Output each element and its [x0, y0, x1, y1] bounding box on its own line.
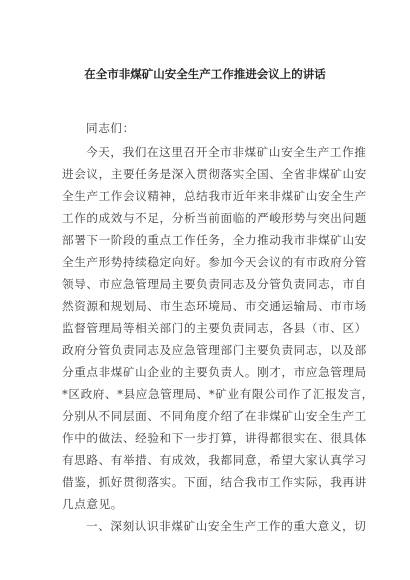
paragraph-line: 分重点非煤矿山企业的主要负责人。刚才，市应急管理局 — [62, 365, 367, 379]
paragraph-line: 然资源和规划局、市生态环境局、市交通运输局、市市场 — [62, 299, 367, 313]
paragraph-line: 进会议，主要任务是深入贯彻落实全国、全省非煤矿山安 — [62, 167, 367, 181]
document-body — [62, 117, 374, 537]
section-heading-line: 一、深刻认识非煤矿山安全生产工作的重大意义，切 — [86, 519, 367, 533]
paragraph-line: 全生产工作会议精神，总结我市近年来非煤矿山安全生产 — [62, 189, 367, 203]
paragraph-line: 工作的成效与不足，分析当前面临的严峻形势与突出问题 — [62, 211, 367, 225]
salutation: 同志们： — [86, 121, 135, 135]
paragraph-line: 部署下一阶段的重点工作任务，全力推动我市非煤矿山安 — [62, 233, 367, 247]
document-title: 在全市非煤矿山安全生产工作推进会议上的讲话 — [84, 67, 326, 81]
paragraph-line: *区政府、*县应急管理局、*矿业有限公司作了汇报发言， — [62, 387, 374, 401]
paragraph-line: 监督管理局等相关部门的主要负责同志，各县（市、区） — [62, 321, 367, 335]
paragraph-line: 借鉴，抓好贯彻落实。下面，结合我市工作实际，我再讲 — [62, 475, 367, 489]
paragraph-line: 全生产形势持续稳定向好。参加今天会议的有市政府分管 — [62, 255, 367, 269]
paragraph-line: 政府分管负责同志及应急管理部门主要负责同志，以及部 — [62, 343, 367, 357]
paragraph-line: 有思路、有举措、有成效，我都同意，希望大家认真学习 — [62, 453, 367, 467]
paragraph-line: 作中的做法、经验和下一步打算，讲得都很实在、很具体 — [62, 431, 367, 445]
paragraph-line: 几点意见。 — [62, 497, 123, 511]
paragraph-line: 领导、市应急管理局主要负责同志及分管负责同志，市自 — [62, 277, 367, 291]
paragraph-line: 今天，我们在这里召开全市非煤矿山安全生产工作推 — [86, 145, 367, 159]
paragraph-line: 分别从不同层面、不同角度介绍了在非煤矿山安全生产工 — [62, 409, 367, 423]
